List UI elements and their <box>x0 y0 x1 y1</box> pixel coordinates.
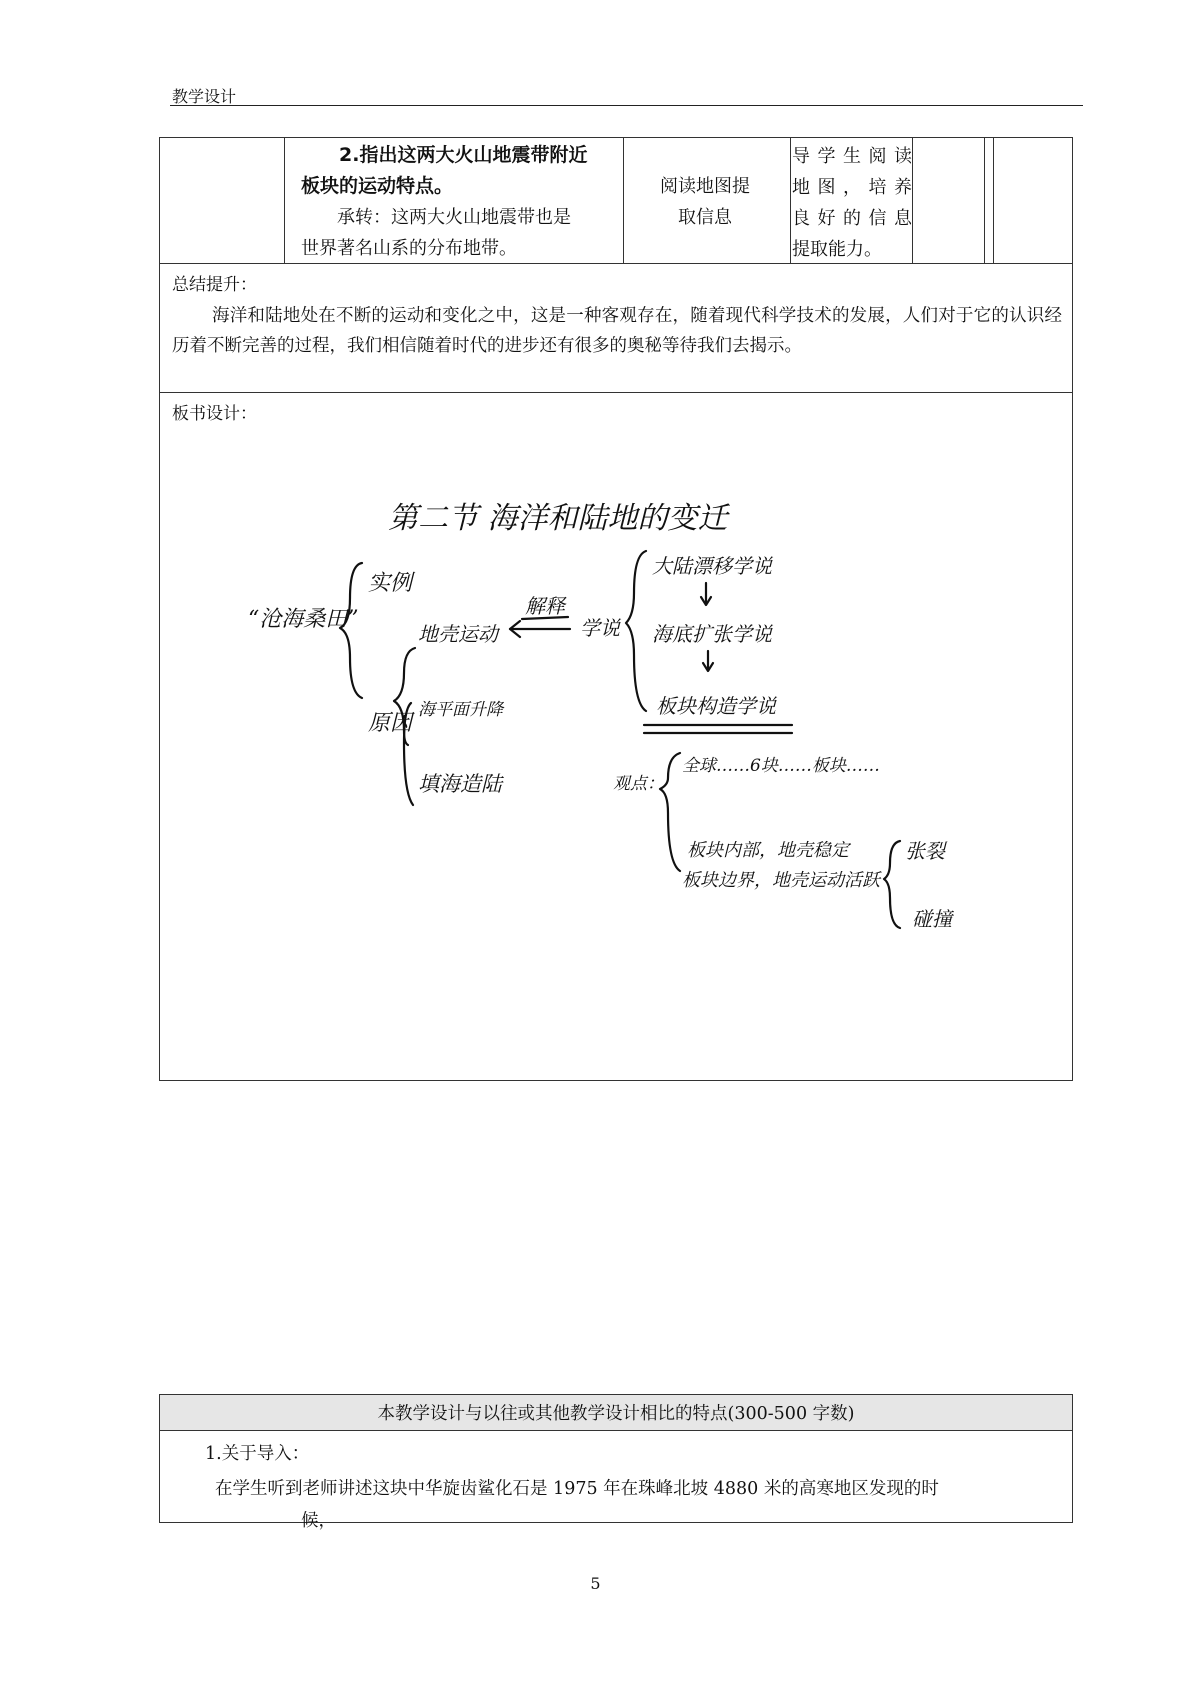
column-divider <box>993 138 994 263</box>
view-global: 全球……6块……板块…… <box>682 756 880 776</box>
student-activity-text: 阅读地图提取信息 <box>660 175 750 228</box>
teaching-steps-cell <box>293 138 625 266</box>
design-intent-cell <box>792 141 912 265</box>
page-number: 5 <box>590 1574 601 1593</box>
theory-plate-tectonics: 板块构造学说 <box>656 694 776 718</box>
column-divider <box>284 138 285 263</box>
intent-line: 良好的信息 <box>792 208 912 229</box>
brace-border <box>884 841 900 928</box>
board-handwriting-diagram <box>160 393 1072 1080</box>
view-plate-inner: 板块内部，地壳稳定 <box>687 840 849 861</box>
student-activity-cell <box>625 138 785 265</box>
board-causes: 原因 <box>368 711 413 736</box>
board-left-topic: “沧海桑田” <box>248 607 359 632</box>
theory-continental-drift: 大陆漂移学说 <box>652 554 772 578</box>
lesson-step-row <box>159 137 1073 264</box>
intent-line: 地图，培养 <box>792 177 912 198</box>
board-reclaim: 填海造陆 <box>418 772 502 796</box>
board-title: 第二节 海洋和陆地的变迁 <box>388 501 728 536</box>
features-text-line1: 在学生听到老师讲述这块中华旋齿鲨化石是 1975 年在珠峰北坡 4880 米的高寒地区发现的时 <box>215 1479 939 1499</box>
view-collide: 碰撞 <box>912 907 952 931</box>
transition-line2: 世界著名山系的分布地带。 <box>301 238 517 259</box>
board-theory: 学说 <box>580 616 620 640</box>
transition-line1: 承转：这两大火山地震带也是 <box>337 207 571 228</box>
theory-seafloor-spreading: 海底扩张学说 <box>652 622 772 646</box>
board-design-section <box>159 392 1073 1081</box>
features-text <box>215 1473 1060 1537</box>
view-plate-border: 板块边界，地壳运动活跃 <box>682 870 880 891</box>
board-crust: 地壳运动 <box>418 622 498 646</box>
intent-line: 导学生阅读 <box>792 146 912 167</box>
features-text-line2: 候， <box>301 1511 336 1531</box>
view-split: 张裂 <box>905 839 945 863</box>
brace-viewpoint <box>660 753 680 871</box>
summary-label: 总结提升： <box>172 275 257 295</box>
board-viewpoint: 观点： <box>613 774 664 794</box>
features-header: 本教学设计与以往或其他教学设计相比的特点(300-500 字数) <box>160 1395 1072 1431</box>
brace-theories <box>626 551 646 711</box>
features-section <box>159 1394 1073 1531</box>
board-design-label: 板书设计： <box>172 404 257 424</box>
board-examples: 实例 <box>368 571 413 596</box>
features-item-title: 1.关于导入： <box>205 1444 310 1464</box>
column-divider <box>790 138 791 263</box>
column-divider <box>984 138 985 263</box>
header-rule <box>170 105 1083 106</box>
summary-text: 海洋和陆地处在不断的运动和变化之中，这是一种客观存在，随着现代科学技术的发展，人们对于它的认识经历着不断完善的过程，我们相信随着时代的进步还有很多的奥秘等待我们去揭示。 <box>172 306 1062 356</box>
intent-line: 提取能力。 <box>792 239 882 260</box>
board-sea-level: 海平面升降 <box>418 700 503 720</box>
step-title-line1: 2.指出这两大火山地震带附近 <box>339 144 588 166</box>
step-title-line2: 板块的运动特点。 <box>301 175 454 197</box>
board-explain: 解释 <box>525 594 565 618</box>
header-title: 教学设计 <box>172 87 237 106</box>
column-divider <box>912 138 913 263</box>
summary-section <box>159 263 1073 393</box>
